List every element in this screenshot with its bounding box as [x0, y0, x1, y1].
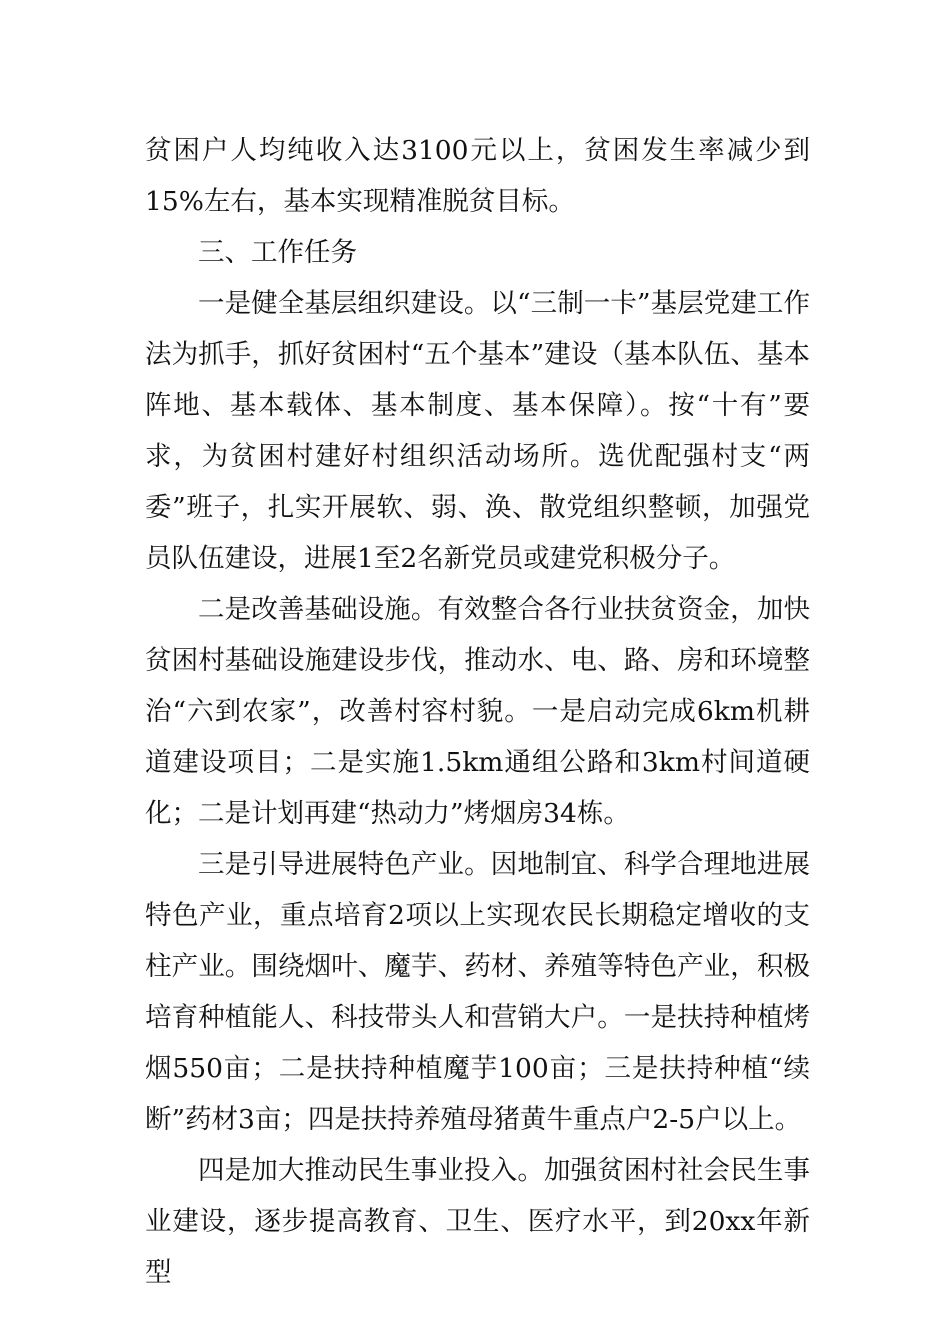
- paragraph-infrastructure: 二是改善基础设施。有效整合各行业扶贫资金，加快贫困村基础设施建设步伐，推动水、电、路、房和环境整治“六到农家”，改善村容村貌。一是启动完成6km机耕道建设项目；二是实施1.5km通组公路和3km村间道硬化；二是计划再建“热动力”烤烟房34栋。: [145, 594, 810, 829]
- paragraph-organization: 一是健全基层组织建设。以“三制一卡”基层党建工作法为抓手，抓好贫困村“五个基本”建设（基本队伍、基本阵地、基本载体、基本制度、基本保障）。按“十有”要求，为贫困村建好村组织活动场所。选优配强村支“两委”班子，扎实开展软、弱、涣、散党组织整顿，加强党员队伍建设，进展1至2名新党员或建党积极分子。: [145, 288, 810, 574]
- section-heading: 三、工作任务: [198, 237, 357, 268]
- paragraph-livelihood: 四是加大推动民生事业投入。加强贫困村社会民生事业建设，逐步提高教育、卫生、医疗水平，到20xx年新型: [145, 1155, 810, 1288]
- paragraph-industry: 三是引导进展特色产业。因地制宜、科学合理地进展特色产业，重点培育2项以上实现农民长期稳定增收的支柱产业。围绕烟叶、魔芋、药材、养殖等特色产业，积极培育种植能人、科技带头人和营销大户。一是扶持种植烤烟550亩；二是扶持种植魔芋100亩；三是扶持种植“续断”药材3亩；四是扶持养殖母猪黄牛重点户2-5户以上。: [145, 849, 810, 1135]
- paragraph-continued: 贫困户人均纯收入达3100元以上，贫困发生率减少到15%左右，基本实现精准脱贫目标。: [145, 135, 810, 217]
- document-body: [145, 125, 810, 1298]
